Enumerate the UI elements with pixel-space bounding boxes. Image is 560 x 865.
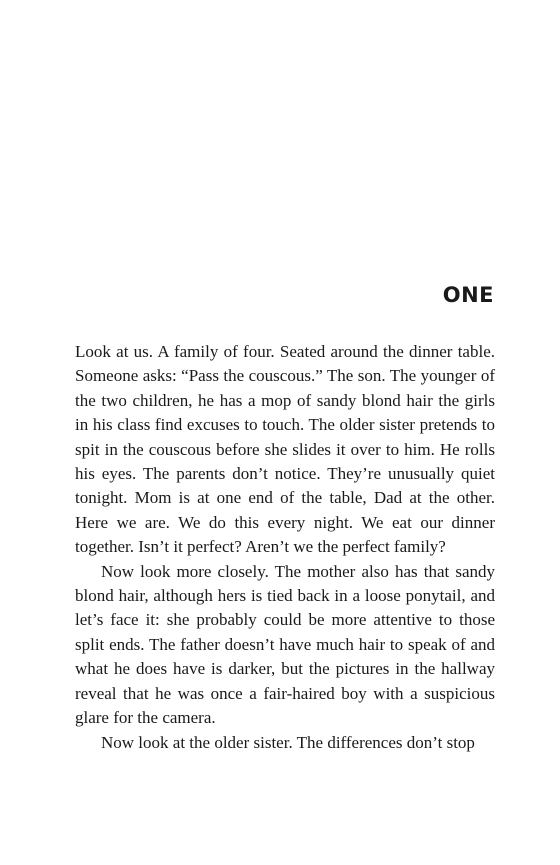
paragraph-2: Now look more closely. The mother also has that sandy blond hair, although hers is tied back in a loose ponytail, and let’s face it: she probably could be more attentive to those split ends. The father doesn’t have much hair to speak of and what he does have is darker, but the pictures in the hallway reveal that he was once a fair-haired boy with a suspicious glare for the camera. — [75, 561, 495, 728]
chapter-title: ONE — [442, 283, 494, 307]
paragraph-1: Look at us. A family of four. Seated around the dinner table. Someone asks: “Pass the couscous.” The son. The younger of the two children, he has a mop of sandy blond hair the girls in his class find excuses to touch. The older sister pretends to spit in the couscous before she slides it over to him. He rolls his eyes. The parents don’t notice. They’re unusually quiet tonight. Mom is at one end of the table, Dad at the other. Here we are. We do this every night. We eat our dinner together. Isn’t it perfect? Aren’t we the perfect family? — [75, 342, 495, 557]
paragraph-3: Now look at the older sister. The differences don’t stop — [101, 732, 475, 752]
chapter-body — [75, 340, 495, 755]
